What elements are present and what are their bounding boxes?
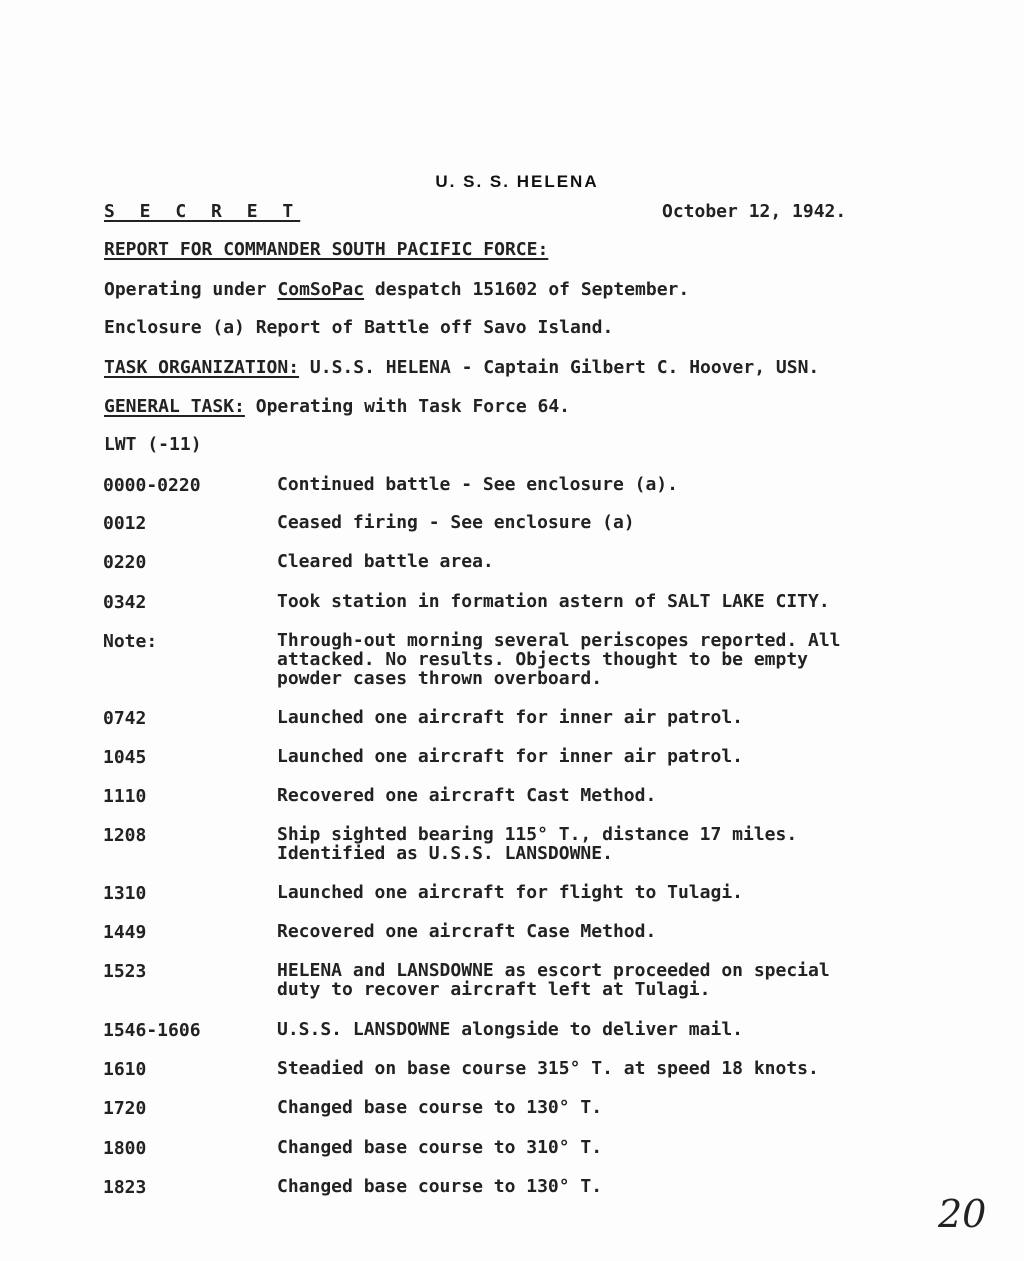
enclosure-line: Enclosure (a) Report of Battle off Savo Island. bbox=[104, 317, 614, 338]
log-entry-time: 1720 bbox=[103, 1098, 147, 1119]
log-entry-time: 0012 bbox=[103, 513, 147, 534]
time-zone: LWT (-11) bbox=[104, 434, 202, 455]
log-entry-time: 1610 bbox=[103, 1059, 147, 1080]
log-entry-text: Continued battle - See enclosure (a). bbox=[277, 474, 678, 495]
log-entry-time: 1449 bbox=[103, 922, 147, 943]
general-task-value: Operating with Task Force 64. bbox=[244, 396, 570, 417]
log-entry-time: 1110 bbox=[103, 786, 147, 807]
log-entry-text: Launched one aircraft for flight to Tulagi. bbox=[277, 882, 743, 903]
log-entry-time: 0742 bbox=[103, 708, 147, 729]
log-entry-time: 0342 bbox=[103, 592, 147, 613]
report-heading: REPORT FOR COMMANDER SOUTH PACIFIC FORCE: bbox=[104, 239, 549, 260]
document-title: U. S. S. HELENA bbox=[435, 172, 599, 191]
log-entry-text: Ship sighted bearing 115° T., distance 17 miles. Identified as U.S.S. LANSDOWNE. bbox=[277, 824, 798, 864]
task-organization-value: U.S.S. HELENA - Captain Gilbert C. Hoover, USN. bbox=[299, 357, 820, 378]
log-entry-text: U.S.S. LANSDOWNE alongside to deliver mail. bbox=[277, 1019, 743, 1040]
operating-reference: ComSoPac bbox=[277, 279, 365, 300]
task-organization-line bbox=[104, 358, 819, 378]
report-date: October 12, 1942. bbox=[662, 201, 847, 222]
operating-line bbox=[104, 280, 689, 300]
operating-suffix: despatch 151602 of September. bbox=[364, 279, 690, 300]
log-entry-time: 1800 bbox=[103, 1138, 147, 1159]
log-entry-text: Cleared battle area. bbox=[277, 551, 494, 572]
log-entry-text: Through-out morning several periscopes reported. All attacked. No results. Objects thought to be empty powder cases thrown overboard. bbox=[277, 630, 841, 689]
operating-prefix: Operating under bbox=[104, 279, 278, 300]
log-entry-time: 1310 bbox=[103, 883, 147, 904]
log-entry-text: Steadied on base course 315° T. at speed 18 knots. bbox=[277, 1058, 819, 1079]
log-entry-time: 1523 bbox=[103, 961, 147, 982]
log-entry-text: Changed base course to 130° T. bbox=[277, 1097, 603, 1118]
log-entry-text: Took station in formation astern of SALT LAKE CITY. bbox=[277, 591, 830, 612]
log-entry-time: 1823 bbox=[103, 1177, 147, 1198]
log-entry-time: Note: bbox=[103, 631, 158, 652]
log-entry-text: HELENA and LANSDOWNE as escort proceeded on special duty to recover aircraft left at Tulagi. bbox=[277, 960, 830, 1000]
general-task-label: GENERAL TASK: bbox=[104, 396, 245, 417]
log-entry-text: Recovered one aircraft Cast Method. bbox=[277, 785, 657, 806]
log-entry-text: Launched one aircraft for inner air patrol. bbox=[277, 746, 743, 767]
log-entry-time: 0220 bbox=[103, 552, 147, 573]
log-entry-text: Changed base course to 310° T. bbox=[277, 1137, 603, 1158]
classification-marking: S E C R E T bbox=[104, 201, 301, 222]
log-entry-text: Changed base course to 130° T. bbox=[277, 1176, 603, 1197]
log-entry-text: Launched one aircraft for inner air patrol. bbox=[277, 707, 743, 728]
log-entry-time: 1208 bbox=[103, 825, 147, 846]
handwritten-page-number: 20 bbox=[938, 1192, 987, 1236]
log-entry-text: Ceased firing - See enclosure (a) bbox=[277, 512, 635, 533]
log-entry-text: Recovered one aircraft Case Method. bbox=[277, 921, 657, 942]
log-entry-time: 1546-1606 bbox=[103, 1020, 201, 1041]
log-entry-time: 1045 bbox=[103, 747, 147, 768]
task-organization-label: TASK ORGANIZATION: bbox=[104, 357, 300, 378]
log-entry-time: 0000-0220 bbox=[103, 475, 201, 496]
general-task-line bbox=[104, 397, 570, 417]
